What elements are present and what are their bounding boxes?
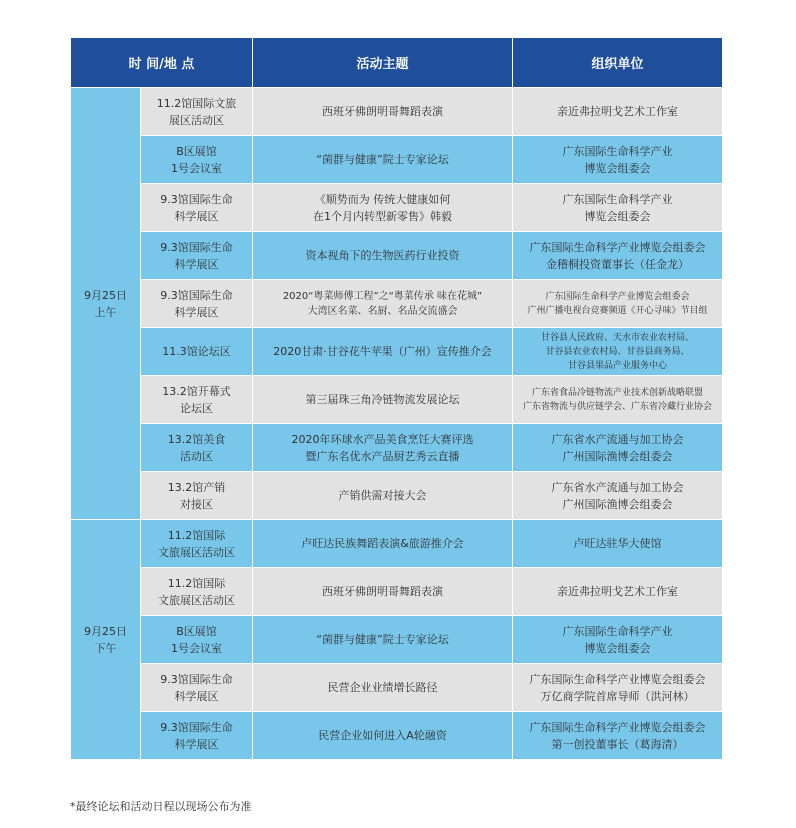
topic-cell: 第三届珠三角冷链物流发展论坛 bbox=[253, 376, 513, 424]
location-cell: 9.3馆国际生命 科学展区 bbox=[141, 712, 253, 760]
location-cell: 13.2馆开幕式 论坛区 bbox=[141, 376, 253, 424]
topic-cell: “菌群与健康”院士专家论坛 bbox=[253, 616, 513, 664]
location-cell: 13.2馆产销 对接区 bbox=[141, 472, 253, 520]
table-row bbox=[71, 520, 723, 568]
topic-cell: 《顺势而为 传统大健康如何 在1个月内转型新零售》韩毅 bbox=[253, 184, 513, 232]
session-label: 9月25日 上午 bbox=[71, 88, 141, 520]
table-row bbox=[71, 424, 723, 472]
table-row bbox=[71, 184, 723, 232]
organizer-cell: 广东省水产流通与加工协会 广州国际渔博会组委会 bbox=[513, 424, 723, 472]
location-cell: B区展馆 1号会议室 bbox=[141, 136, 253, 184]
organizer-cell: 广东国际生命科学产业 博览会组委会 bbox=[513, 616, 723, 664]
organizer-cell: 广东省食品冷链物流产业技术创新战略联盟 广东省物流与供应链学会、广东省冷藏行业协会 bbox=[513, 376, 723, 424]
location-cell: 9.3馆国际生命 科学展区 bbox=[141, 280, 253, 328]
organizer-cell: 广东国际生命科学产业博览会组委会 万亿商学院首席导师（洪河林） bbox=[513, 664, 723, 712]
location-cell: 9.3馆国际生命 科学展区 bbox=[141, 232, 253, 280]
topic-cell: 民营企业如何进入A轮融资 bbox=[253, 712, 513, 760]
topic-cell: 西班牙佛朗明哥舞蹈表演 bbox=[253, 568, 513, 616]
location-cell: 11.2馆国际 文旅展区活动区 bbox=[141, 520, 253, 568]
header-time-location: 时 间/地 点 bbox=[71, 38, 253, 88]
organizer-cell: 卢旺达驻华大使馆 bbox=[513, 520, 723, 568]
location-cell: 9.3馆国际生命 科学展区 bbox=[141, 664, 253, 712]
location-cell: 13.2馆美食 活动区 bbox=[141, 424, 253, 472]
location-cell: 11.3馆论坛区 bbox=[141, 328, 253, 376]
footnote: *最终论坛和活动日程以现场公布为准 bbox=[70, 800, 252, 813]
organizer-cell: 甘谷县人民政府、天水市农业农村局、 甘谷县农业农村局、甘谷县商务局、 甘谷县果品产业服务中心 bbox=[513, 328, 723, 376]
organizer-cell: 亲近弗拉明戈艺术工作室 bbox=[513, 568, 723, 616]
topic-cell: 西班牙佛朗明哥舞蹈表演 bbox=[253, 88, 513, 136]
table-row bbox=[71, 280, 723, 328]
organizer-cell: 广东国际生命科学产业博览会组委会 第一创投董事长（葛海清） bbox=[513, 712, 723, 760]
organizer-cell: 广东国际生命科学产业博览会组委会 广州广播电视台竞赛频道《开心寻味》节目组 bbox=[513, 280, 723, 328]
topic-cell: “菌群与健康”院士专家论坛 bbox=[253, 136, 513, 184]
organizer-cell: 亲近弗拉明戈艺术工作室 bbox=[513, 88, 723, 136]
topic-cell: 产销供需对接大会 bbox=[253, 472, 513, 520]
table-body bbox=[71, 88, 723, 760]
table-row bbox=[71, 616, 723, 664]
table-row bbox=[71, 232, 723, 280]
topic-cell: 2020年环球水产品美食烹饪大赛评选 暨广东名优水产品厨艺秀云直播 bbox=[253, 424, 513, 472]
topic-cell: 2020甘肃·甘谷花牛苹果（广州）宣传推介会 bbox=[253, 328, 513, 376]
session-label: 9月25日 下午 bbox=[71, 520, 141, 760]
header-topic: 活动主题 bbox=[253, 38, 513, 88]
table-row bbox=[71, 472, 723, 520]
organizer-cell: 广东省水产流通与加工协会 广州国际渔博会组委会 bbox=[513, 472, 723, 520]
table-row bbox=[71, 328, 723, 376]
location-cell: 11.2馆国际 文旅展区活动区 bbox=[141, 568, 253, 616]
topic-cell: 2020“粤菜师傅工程”之“粤菜传承 味在花城” 大湾区名菜、名厨、名品交流盛会 bbox=[253, 280, 513, 328]
organizer-cell: 广东国际生命科学产业 博览会组委会 bbox=[513, 136, 723, 184]
location-cell: 11.2馆国际文旅 展区活动区 bbox=[141, 88, 253, 136]
topic-cell: 卢旺达民族舞蹈表演&旅游推介会 bbox=[253, 520, 513, 568]
header-organizer: 组织单位 bbox=[513, 38, 723, 88]
organizer-cell: 广东国际生命科学产业 博览会组委会 bbox=[513, 184, 723, 232]
table-row bbox=[71, 88, 723, 136]
organizer-cell: 广东国际生命科学产业博览会组委会 金稽桐投资董事长（任金龙） bbox=[513, 232, 723, 280]
table-row bbox=[71, 712, 723, 760]
table-header bbox=[71, 38, 723, 88]
topic-cell: 资本视角下的生物医药行业投资 bbox=[253, 232, 513, 280]
topic-cell: 民营企业业绩增长路径 bbox=[253, 664, 513, 712]
location-cell: 9.3馆国际生命 科学展区 bbox=[141, 184, 253, 232]
location-cell: B区展馆 1号会议室 bbox=[141, 616, 253, 664]
table-row bbox=[71, 664, 723, 712]
table-row bbox=[71, 568, 723, 616]
table-row bbox=[71, 376, 723, 424]
table-row bbox=[71, 136, 723, 184]
schedule-table bbox=[70, 37, 723, 760]
